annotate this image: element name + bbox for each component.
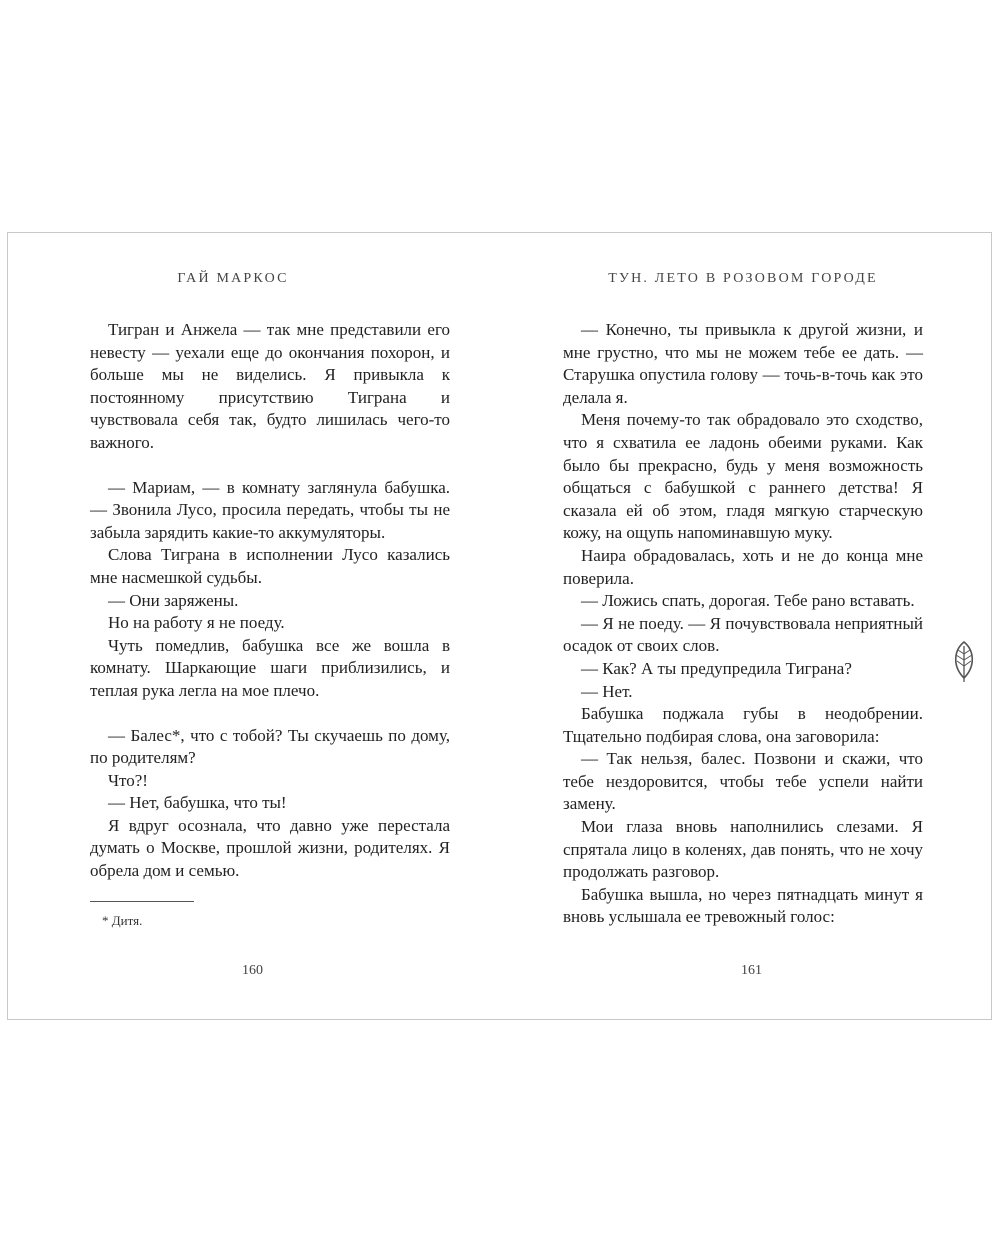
page-number-right: 161 — [741, 963, 762, 978]
paragraph: Мои глаза вновь наполнились слезами. Я спрятала лицо в коленях, дав понять, что не хочу продолжать разговор. — [563, 817, 923, 882]
paragraph: Чуть помедлив, бабушка все же вошла в комнату. Шаркающие шаги приблизились, и теплая рука легла на мое плечо. — [90, 635, 450, 700]
paragraph: Бабушка вышла, но через пятнадцать минут я вновь услышала ее тревожный голос: — [563, 884, 923, 927]
right-page-text — [563, 319, 923, 929]
left-page — [90, 233, 450, 1019]
paragraph: Слова Тиграна в исполнении Лусо казались мне насмешкой судьбы. — [90, 545, 450, 587]
footnote-divider — [90, 901, 194, 902]
leaf-icon — [950, 640, 978, 684]
page-number-left: 160 — [242, 963, 263, 978]
paragraph: Бабушка поджала губы в неодобрении. Тщательно подбирая слова, она заговорила: — [563, 704, 923, 746]
paragraph: Что?! — [108, 770, 148, 790]
paragraph: — Нет. — [581, 681, 633, 701]
paragraph: Я вдруг осознала, что давно уже перестала думать о Москве, прошлой жизни, родителях. Я обрела дом и семью. — [90, 815, 450, 881]
paragraph: Меня почему-то так обрадовало это сходство, что я схватила ее ладонь обеими руками. Как было бы прекрасно, будь у меня возможность общаться с бабушкой с раннего детства! Я сказала ей об этом, гладя мягкую старческую кожу, на ощупь напоминавшую муку. — [563, 410, 923, 543]
right-page — [563, 233, 923, 1019]
book-spread — [7, 232, 992, 1020]
paragraph: — Ложись спать, дорогая. Тебе рано вставать. — [581, 591, 915, 611]
paragraph: — Как? А ты предупредила Тиграна? — [581, 658, 852, 678]
paragraph: — Я не поеду. — Я почувствовала неприятный осадок от своих слов. — [563, 613, 923, 656]
paragraph: — Они заряжены. — [108, 590, 239, 610]
footnote: * Дитя. — [102, 913, 143, 928]
paragraph: — Балес*, что с тобой? Ты скучаешь по дому, по родителям? — [90, 725, 450, 768]
paragraph: — Мариам, — в комнату заглянула бабушка. — Звонила Лусо, просила передать, чтобы ты не забыла зарядить какие-то аккумуляторы. — [90, 477, 450, 542]
paragraph: — Нет, бабушка, что ты! — [108, 793, 287, 813]
paragraph: Наира обрадовалась, хоть и не до конца мне поверила. — [563, 545, 923, 588]
paragraph: — Конечно, ты привыкла к другой жизни, и мне грустно, что мы не можем тебе ее дать. — Старушка опустила голову — точь-в-точь как это делала я. — [563, 320, 923, 407]
left-page-text — [90, 319, 450, 883]
paragraph: — Так нельзя, балес. Позвони и скажи, что тебе нездоровится, чтобы тебе успели найти замену. — [563, 749, 923, 814]
running-head-author: ГАЙ МАРКОС — [177, 271, 289, 286]
running-head-title: ТУН. ЛЕТО В РОЗОВОМ ГОРОДЕ — [608, 271, 878, 286]
paragraph: Тигран и Анжела — так мне представили его невесту — уехали еще до окончания похорон, и больше мы не виделись. Я привыкла к постоянному присутствию Тиграна и чувствовала себя так, будто лишилась чего-то важного. — [90, 320, 450, 452]
paragraph: Но на работу я не поеду. — [108, 613, 285, 633]
